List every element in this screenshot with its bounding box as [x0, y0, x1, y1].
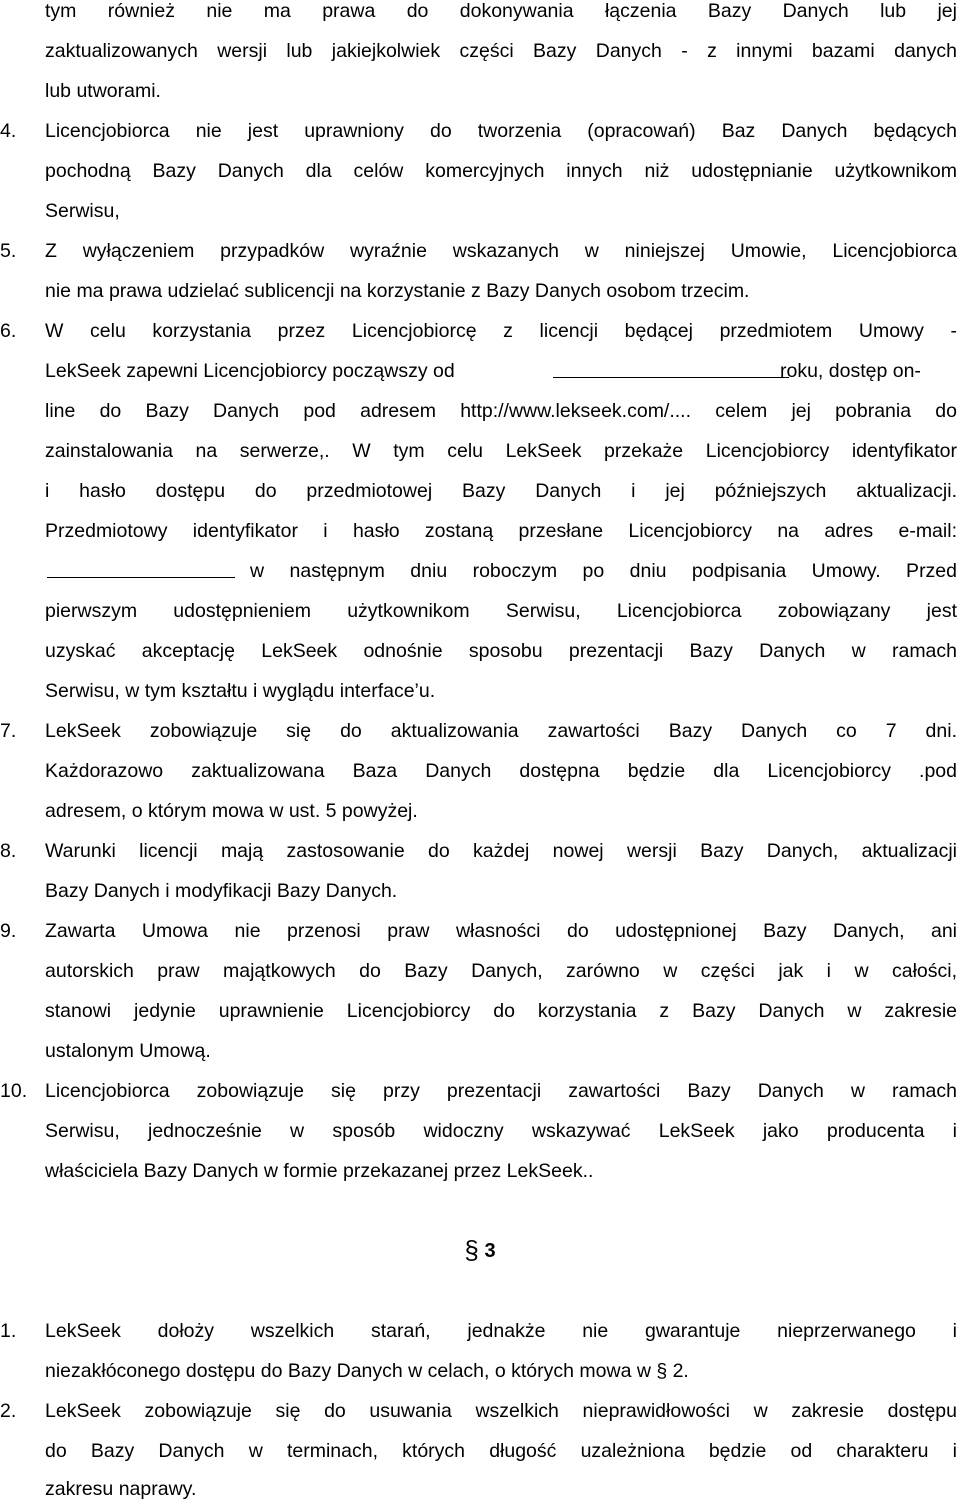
text-line: Licencjobiorca zobowiązuje się przy prezentacji zawartości Bazy Danych w ramach — [45, 1080, 957, 1102]
text-line: LekSeek zobowiązuje się do aktualizowania zawartości Bazy Danych co 7 dni. — [45, 720, 957, 742]
text-line: line do Bazy Danych pod adresem http://www.lekseek.com/.... celem jej pobrania do — [45, 400, 957, 422]
text-line: Warunki licencji mają zastosowanie do każdej nowej wersji Bazy Danych, aktualizacji — [45, 840, 957, 862]
text-line: Serwisu, jednocześnie w sposób widoczny wskazywać LekSeek jako producenta i — [45, 1120, 957, 1142]
text-line: ustalonym Umową. — [45, 1040, 211, 1062]
text-fragment: w następnym dniu roboczym po dniu podpisania Umowy. Przed — [250, 560, 957, 582]
section-heading — [0, 1233, 960, 1267]
text-line: niezakłóconego dostępu do Bazy Danych w celach, o których mowa w § 2. — [45, 1360, 689, 1382]
text-line: do Bazy Danych w terminach, których długość uzależniona będzie od charakteru i — [45, 1440, 957, 1462]
text-line-with-blank — [45, 356, 957, 386]
list-number: 7. — [0, 720, 17, 742]
text-line: lub utworami. — [45, 80, 161, 102]
list-number: 6. — [0, 320, 17, 342]
text-line: właściciela Bazy Danych w formie przekazanej przez LekSeek.. — [45, 1160, 594, 1182]
section-number: 3 — [484, 1240, 496, 1262]
text-fragment: LekSeek zapewni Licencjobiorcy począwszy od — [45, 360, 455, 382]
list-number: 9. — [0, 920, 17, 942]
list-number: 2. — [0, 1400, 17, 1422]
text-line: LekSeek zobowiązuje się do usuwania wszelkich nieprawidłowości w zakresie dostępu — [45, 1400, 957, 1422]
text-line: Z wyłączeniem przypadków wyraźnie wskazanych w niniejszej Umowie, Licencjobiorca — [45, 240, 957, 262]
text-line: pochodną Bazy Danych dla celów komercyjnych innych niż udostępnianie użytkownikom — [45, 160, 957, 182]
text-line: LekSeek dołoży wszelkich starań, jednakże nie gwarantuje nieprzerwanego i — [45, 1320, 957, 1342]
text-line: Zawarta Umowa nie przenosi praw własności do udostępnionej Bazy Danych, ani — [45, 920, 957, 942]
text-line: tym również nie ma prawa do dokonywania łączenia Bazy Danych lub jej — [45, 0, 957, 22]
list-number: 8. — [0, 840, 17, 862]
text-line: stanowi jedynie uprawnienie Licencjobiorcy do korzystania z Bazy Danych w zakresie — [45, 1000, 957, 1022]
text-line: W celu korzystania przez Licencjobiorcę z licencji będącej przedmiotem Umowy - — [45, 320, 957, 342]
list-number: 1. — [0, 1320, 17, 1342]
section-sign: § — [464, 1235, 479, 1265]
text-line: Serwisu, — [45, 200, 120, 222]
text-line-with-blank — [45, 556, 957, 586]
text-line: Licencjobiorca nie jest uprawniony do tworzenia (opracowań) Baz Danych będących — [45, 120, 957, 142]
text-line: zainstalowania na serwerze,. W tym celu LekSeek przekaże Licencjobiorcy identyfikator — [45, 440, 957, 462]
text-line: adresem, o którym mowa w ust. 5 powyżej. — [45, 800, 418, 822]
text-line: nie ma prawa udzielać sublicencji na korzystanie z Bazy Danych osobom trzecim. — [45, 280, 750, 302]
text-line: Przedmiotowy identyfikator i hasło zostaną przesłane Licencjobiorcy na adres e-mail: — [45, 520, 957, 542]
text-line: zakresu naprawy. — [45, 1478, 197, 1500]
text-line: Bazy Danych i modyfikacji Bazy Danych. — [45, 880, 398, 902]
text-line: uzyskać akceptację LekSeek odnośnie sposobu prezentacji Bazy Danych w ramach — [45, 640, 957, 662]
text-line: Każdorazowo zaktualizowana Baza Danych dostępna będzie dla Licencjobiorcy .pod — [45, 760, 957, 782]
text-line: autorskich praw majątkowych do Bazy Danych, zarówno w części jak i w całości, — [45, 960, 957, 982]
list-number: 4. — [0, 120, 17, 142]
text-line: i hasło dostępu do przedmiotowej Bazy Danych i jej późniejszych aktualizacji. — [45, 480, 957, 502]
text-line: pierwszym udostępnieniem użytkownikom Serwisu, Licencjobiorca zobowiązany jest — [45, 600, 957, 622]
email-blank-field — [47, 576, 235, 578]
text-fragment: roku, dostęp on- — [780, 360, 921, 382]
list-number: 5. — [0, 240, 17, 262]
list-number: 10. — [0, 1080, 28, 1102]
text-line: Serwisu, w tym kształtu i wyglądu interface’u. — [45, 680, 436, 702]
text-line: zaktualizowanych wersji lub jakiejkolwiek części Bazy Danych - z innymi bazami danych — [45, 40, 957, 62]
date-blank-field — [553, 376, 789, 378]
